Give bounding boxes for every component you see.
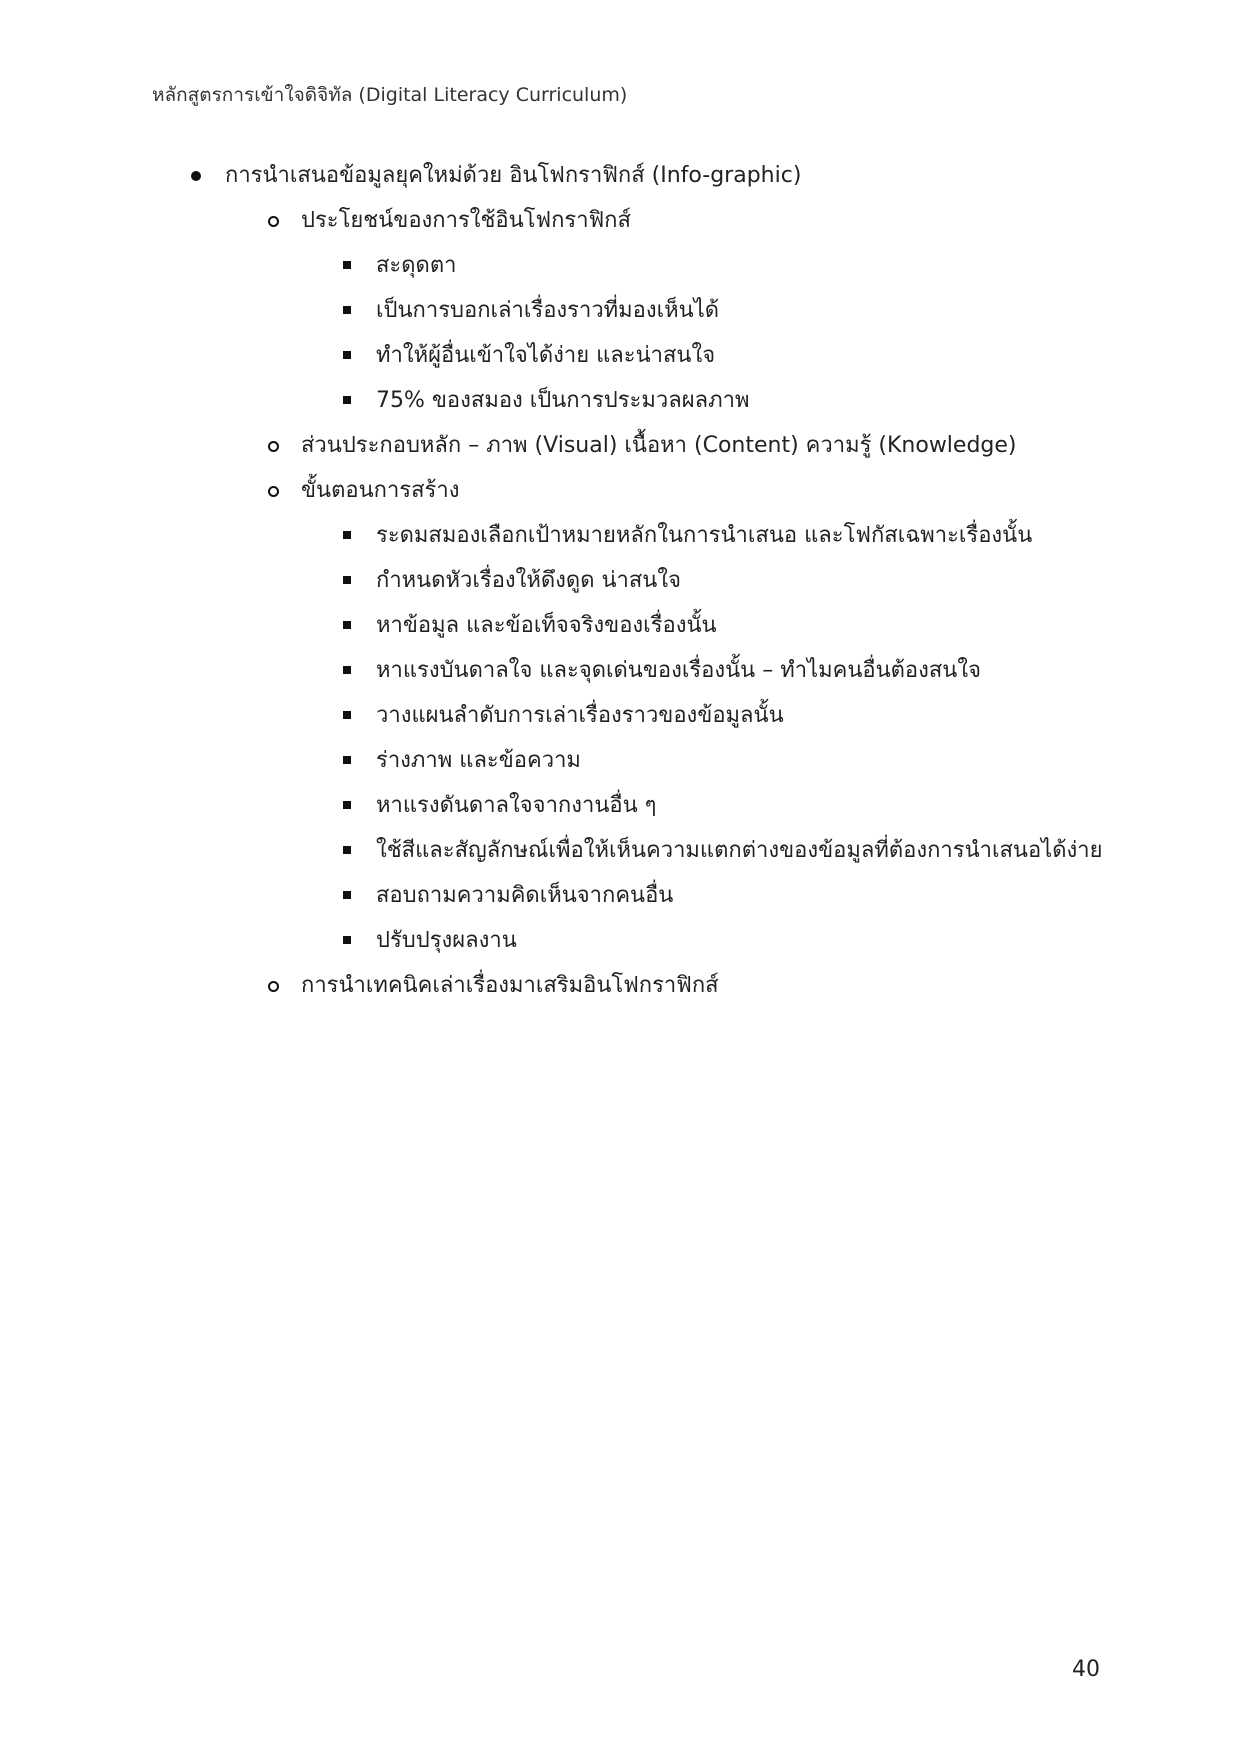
list-item: กำหนดหัวเรื่องให้ดึงดูด น่าสนใจ <box>376 568 681 593</box>
list-item: หาแรงบันดาลใจ และจุดเด่นของเรื่องนั้น – ทำไมคนอื่นต้องสนใจ <box>376 658 981 683</box>
list-item: ทำให้ผู้อื่นเข้าใจได้ง่าย และน่าสนใจ <box>376 343 716 368</box>
bullet-square <box>343 936 351 944</box>
bullet-square <box>343 396 351 404</box>
bullet-square <box>343 756 351 764</box>
list-item: หาแรงดันดาลใจจากงานอื่น ๆ <box>376 793 657 818</box>
bullet-square <box>343 846 351 854</box>
page-number: 40 <box>1072 1657 1100 1682</box>
bullet-square <box>343 621 351 629</box>
bullet-ring <box>268 486 279 497</box>
bullet-ring <box>268 441 279 452</box>
list-item: ปรับปรุงผลงาน <box>376 928 517 953</box>
bullet-square <box>343 531 351 539</box>
bullet-square <box>343 801 351 809</box>
list-item: ระดมสมองเลือกเป้าหมายหลักในการนำเสนอ และโฟกัสเฉพาะเรื่องนั้น <box>376 523 1033 548</box>
bullet-ring <box>268 216 279 227</box>
storytelling-line: การนำเทคนิคเล่าเรื่องมาเสริมอินโฟกราฟิกส์ <box>301 973 719 998</box>
list-item: เป็นการบอกเล่าเรื่องราวที่มองเห็นได้ <box>376 298 720 323</box>
running-header: หลักสูตรการเข้าใจดิจิทัล (Digital Literacy Curriculum) <box>152 84 628 106</box>
bullet-square <box>343 711 351 719</box>
bullet-square <box>343 351 351 359</box>
list-item: สอบถามความคิดเห็นจากคนอื่น <box>376 883 674 908</box>
list-item: หาข้อมูล และข้อเท็จจริงของเรื่องนั้น <box>376 613 717 638</box>
bullet-ring <box>268 981 279 992</box>
topic-heading: การนำเสนอข้อมูลยุคใหม่ด้วย อินโฟกราฟิกส์ (Info-graphic) <box>225 163 802 188</box>
bullet-square <box>343 306 351 314</box>
list-item: ใช้สีและสัญลักษณ์เพื่อให้เห็นความแตกต่างของข้อมูลที่ต้องการนำเสนอได้ง่าย <box>376 838 1103 863</box>
bullet-square <box>343 891 351 899</box>
components-line: ส่วนประกอบหลัก – ภาพ (Visual) เนื้อหา (Content) ความรู้ (Knowledge) <box>301 433 1017 458</box>
list-item: วางแผนลำดับการเล่าเรื่องราวของข้อมูลนั้น <box>376 703 784 728</box>
bullet-square <box>343 261 351 269</box>
bullet-square <box>343 666 351 674</box>
list-item: 75% ของสมอง เป็นการประมวลผลภาพ <box>376 388 750 413</box>
benefits-heading: ประโยชน์ของการใช้อินโฟกราฟิกส์ <box>301 208 631 233</box>
bullet-square <box>343 576 351 584</box>
bullet-disc <box>191 171 201 181</box>
list-item: ร่างภาพ และข้อความ <box>376 748 581 773</box>
list-item: สะดุดตา <box>376 253 457 278</box>
steps-heading: ขั้นตอนการสร้าง <box>301 478 460 503</box>
